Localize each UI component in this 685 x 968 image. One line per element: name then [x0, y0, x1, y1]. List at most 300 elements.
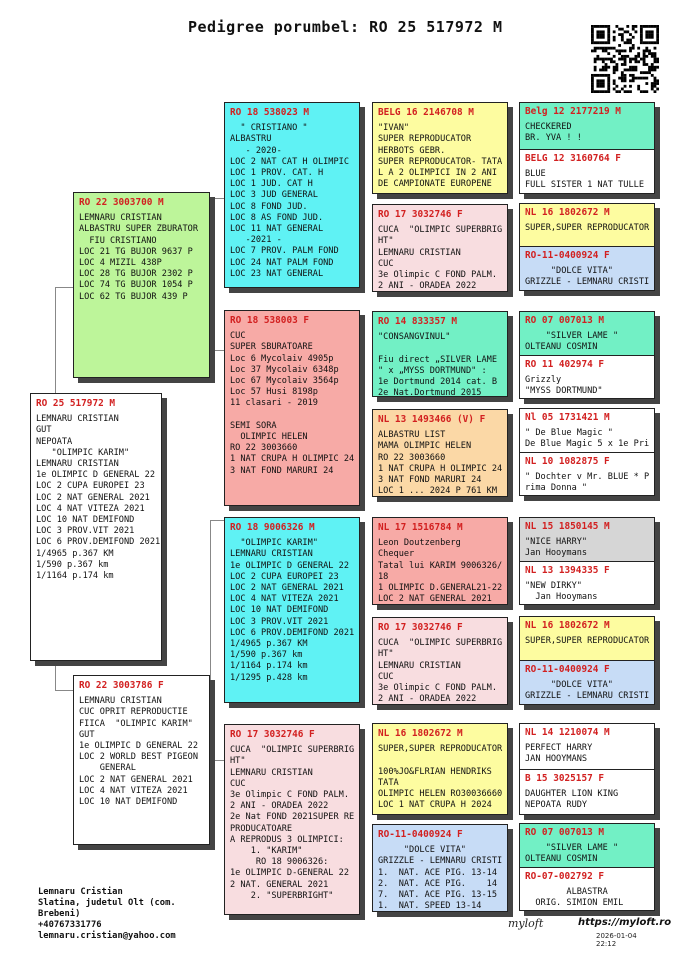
qr-module — [599, 90, 602, 93]
gen4-card-14[interactable] — [520, 769, 654, 815]
detail-line: LOC 3 PROV.VIT 2021 — [36, 526, 135, 537]
gen4-details-16 — [525, 887, 649, 909]
qr-module — [591, 88, 594, 91]
qr-module — [632, 28, 635, 31]
qr-module — [618, 49, 621, 52]
qr-module — [613, 47, 616, 50]
detail-line: 1/1295 p.428 km — [230, 672, 308, 683]
qr-module — [651, 33, 654, 36]
gen4-ring-7: Nl 05 1731421 M — [525, 412, 610, 423]
detail-line: 1e OLIMPIC D-GENERAL 22 — [230, 868, 349, 879]
qr-module — [599, 58, 602, 61]
detail-line: RO 18 9006326: — [230, 857, 329, 868]
detail-line: LOC 10 NAT DEMIFOND — [79, 797, 178, 808]
detail-line: 1. NAT. SPEED 13-14 — [378, 901, 482, 912]
detail-line: LOC 24 NAT PALM FOND — [230, 257, 334, 268]
qr-module — [610, 60, 613, 63]
qr-module — [615, 49, 618, 52]
gen4-card-7[interactable] — [520, 409, 654, 452]
qr-module — [596, 41, 599, 44]
detail-line: lemnaru.cristian@yahoo.com — [38, 931, 176, 941]
gen4-details-13 — [525, 743, 649, 765]
detail-line: CUC — [378, 258, 394, 269]
gen3-details-8 — [378, 845, 502, 912]
qr-module — [596, 74, 599, 77]
gen4-details-8 — [525, 472, 649, 494]
gen4-card-15[interactable] — [520, 824, 654, 867]
detail-line: LOC 3 PROV.VIT 2021 — [230, 616, 329, 627]
detail-line: LOC 21 TG BUJOR 9637 P — [79, 246, 193, 257]
qr-module — [645, 41, 648, 44]
detail-line: LOC 8 AS FOND JUD. — [230, 212, 324, 223]
qr-module — [629, 41, 632, 44]
qr-module — [602, 79, 605, 82]
qr-module — [624, 77, 627, 80]
qr-module — [648, 49, 651, 52]
qr-module — [621, 74, 624, 77]
dam-sire-ring: RO 18 9006326 M — [230, 522, 315, 533]
qr-module — [656, 82, 659, 85]
qr-module — [626, 90, 629, 93]
gen4-ring-2: BELG 12 3160764 F — [525, 153, 621, 164]
detail-line: LOC 1 PROV. CAT. H — [230, 168, 324, 179]
gen3-card-1[interactable] — [372, 102, 508, 194]
qr-module — [605, 49, 608, 52]
qr-module — [643, 63, 646, 66]
gen4-card-11[interactable] — [520, 617, 654, 660]
qr-module — [645, 77, 648, 80]
detail-line: HERBOTS GEBR. — [378, 145, 446, 156]
gen3-details-7 — [378, 744, 502, 811]
detail-line: OLTEANU COSMIN — [525, 342, 598, 353]
qr-module — [656, 39, 659, 42]
qr-module — [591, 41, 594, 44]
qr-module — [629, 90, 632, 93]
qr-module — [602, 74, 605, 77]
gen3-card-8[interactable] — [372, 824, 508, 912]
qr-module — [613, 66, 616, 69]
qr-module — [635, 55, 638, 58]
detail-line: " De Blue Magic " — [525, 428, 613, 439]
qr-module — [599, 69, 602, 72]
qr-module — [656, 30, 659, 33]
qr-module — [654, 82, 657, 85]
gen4-card-6[interactable] — [520, 355, 654, 399]
detail-line: "DOLCE VITA" — [525, 266, 613, 277]
qr-module — [591, 28, 594, 31]
detail-line: 1/1164 p.174 km — [36, 571, 114, 582]
gen4-card-5[interactable] — [520, 312, 654, 355]
qr-module — [618, 77, 621, 80]
qr-module — [599, 41, 602, 44]
detail-line: LOC 10 NAT DEMIFOND — [230, 605, 329, 616]
detail-line: +40767331776 — [38, 920, 102, 930]
qr-module — [643, 41, 646, 44]
detail-line: 1. "KARIM" — [230, 846, 303, 857]
detail-line: DAUGHTER LION KING — [525, 789, 619, 800]
qr-module — [615, 69, 618, 72]
qr-module — [648, 52, 651, 55]
qr-module — [607, 77, 610, 80]
qr-module — [643, 52, 646, 55]
qr-module — [599, 47, 602, 50]
detail-line: GUT — [79, 729, 95, 740]
qr-module — [621, 58, 624, 61]
qr-module — [640, 25, 643, 28]
gen4-card-10[interactable] — [520, 561, 654, 605]
brand-footer — [508, 915, 672, 948]
qr-module — [654, 69, 657, 72]
qr-module — [621, 79, 624, 82]
qr-module — [594, 74, 597, 77]
qr-module — [602, 25, 605, 28]
qr-module — [605, 63, 608, 66]
gen3-ring-6: RO 17 3032746 F — [378, 622, 463, 633]
detail-line: " x „MYSS DORTMUND" : — [378, 365, 487, 376]
gen4-pair-7 — [519, 723, 655, 815]
sire-sire-ring: RO 18 538023 M — [230, 107, 310, 118]
gen4-card-9[interactable] — [520, 518, 654, 561]
sire-details — [79, 213, 204, 303]
qr-module — [613, 30, 616, 33]
detail-line: RO 22 3003660 — [378, 452, 446, 463]
qr-module — [607, 33, 610, 36]
qr-module — [607, 28, 610, 31]
detail-line: GRIZZLE - LEMNARU CRISTI — [378, 856, 503, 867]
qr-module — [629, 74, 632, 77]
detail-line: Lemnaru Cristian — [38, 887, 123, 897]
detail-line: PRODUCATOARE — [230, 823, 293, 834]
qr-module — [629, 49, 632, 52]
gen4-ring-15: RO 07 007013 M — [525, 827, 605, 838]
qr-module — [594, 49, 597, 52]
sire-card[interactable] — [73, 192, 210, 378]
gen4-details-14 — [525, 789, 649, 811]
gen3-ring-4: NL 13 1493466 (V) F — [378, 414, 486, 425]
dam-ring: RO 22 3003786 F — [79, 680, 164, 691]
qr-module — [645, 82, 648, 85]
qr-module — [599, 36, 602, 39]
qr-module — [591, 82, 594, 85]
qr-module — [602, 85, 605, 88]
detail-line: CUCA "OLIMPIC SUPERBRIG — [378, 225, 503, 236]
detail-line: LOC 10 NAT DEMIFOND — [36, 515, 135, 526]
qr-module — [645, 71, 648, 74]
detail-line: 1e OLIMPIC D GENERAL 22 — [230, 560, 349, 571]
qr-module — [635, 77, 638, 80]
gen4-card-2[interactable] — [520, 149, 654, 194]
sire-dam-ring: RO 18 538003 F — [230, 315, 310, 326]
detail-line: CUCA "OLIMPIC SUPERBRIG — [230, 745, 355, 756]
gen3-card-3[interactable] — [372, 311, 508, 397]
gen3-ring-3: RO 14 833357 M — [378, 316, 458, 327]
qr-module — [637, 88, 640, 91]
detail-line: ALBASTRU — [230, 134, 272, 145]
qr-module — [594, 60, 597, 63]
qr-module — [607, 30, 610, 33]
detail-line: - 2020- — [230, 145, 282, 156]
detail-line: SUPER SBURATOARE — [230, 342, 313, 353]
detail-line: LOC 74 TG BUJOR 1054 P — [79, 280, 193, 291]
detail-line: Jan Hooymans — [525, 592, 598, 603]
detail-line: ALBASTRU SUPER ZBURATOR — [79, 224, 198, 235]
qr-module — [651, 41, 654, 44]
gen4-ring-12: RO-11-0400924 F — [525, 664, 610, 675]
myloft-logo: myloft — [508, 917, 544, 930]
detail-line: "DOLCE VITA" — [525, 680, 613, 691]
detail-line: CHECKERED — [525, 122, 572, 133]
detail-line: 1/1164 p.174 km — [230, 661, 308, 672]
qr-module — [624, 74, 627, 77]
qr-module — [624, 79, 627, 82]
detail-line: 18 — [378, 571, 389, 582]
qr-module — [651, 55, 654, 58]
qr-module — [640, 39, 643, 42]
qr-module — [635, 58, 638, 61]
detail-line: LOC 2 CUPA EUROPEI 23 — [36, 481, 145, 492]
detail-line: BLUE — [525, 169, 546, 180]
gen3-card-7[interactable] — [372, 723, 508, 815]
subject-card[interactable] — [30, 393, 162, 661]
detail-line: PERFECT HARRY — [525, 743, 593, 754]
gen4-card-13[interactable] — [520, 724, 654, 769]
detail-line: ALBASTRA — [525, 887, 608, 898]
detail-line: LEMNARU CRISTIAN — [36, 414, 119, 425]
detail-line: 3e Olimpic C FOND PALM. — [378, 683, 497, 694]
gen3-card-4[interactable] — [372, 409, 508, 497]
qr-module — [635, 25, 638, 28]
qr-module — [621, 63, 624, 66]
sire-dam-card[interactable] — [224, 310, 360, 506]
detail-line: NEPOATA — [36, 436, 73, 447]
gen3-details-6 — [378, 638, 502, 705]
qr-code — [591, 25, 659, 93]
qr-module — [596, 85, 599, 88]
qr-module — [643, 58, 646, 61]
detail-line: CUCA "OLIMPIC SUPERBRIG — [378, 638, 503, 649]
qr-module — [602, 49, 605, 52]
qr-module — [629, 47, 632, 50]
qr-module — [640, 30, 643, 33]
gen4-card-16[interactable] — [520, 867, 654, 911]
qr-module — [605, 47, 608, 50]
detail-line: "MYSS DORTMUND" — [525, 386, 603, 397]
detail-line: Loc 37 Mycolaiv 6348p — [230, 364, 339, 375]
detail-line: Fiu direct „SILVER LAME — [378, 354, 497, 365]
qr-module — [645, 30, 648, 33]
qr-module — [605, 66, 608, 69]
detail-line: Brebeni) — [38, 909, 81, 919]
qr-module — [599, 25, 602, 28]
gen4-card-4[interactable] — [520, 246, 654, 291]
qr-module — [648, 69, 651, 72]
dam-dam-card[interactable] — [224, 724, 360, 915]
brand-url[interactable]: https://myloft.ro — [578, 917, 672, 928]
gen4-card-8[interactable] — [520, 452, 654, 496]
qr-module — [613, 82, 616, 85]
qr-module — [621, 88, 624, 91]
qr-module — [596, 79, 599, 82]
qr-module — [648, 41, 651, 44]
dam-card[interactable] — [73, 675, 210, 845]
qr-module — [602, 36, 605, 39]
detail-line: 3e Olimpic C FOND PALM. — [230, 790, 349, 801]
detail-line: LOC 1 NAT CRUPA H 2024 — [378, 800, 492, 811]
qr-module — [599, 33, 602, 36]
qr-module — [632, 36, 635, 39]
detail-line: LOC 2 NAT CAT H OLIMPIC — [230, 156, 349, 167]
detail-line: HT" — [230, 756, 246, 767]
detail-line: HT" — [378, 236, 394, 247]
qr-module — [651, 25, 654, 28]
gen4-pair-3 — [519, 311, 655, 399]
qr-module — [624, 90, 627, 93]
qr-module — [632, 69, 635, 72]
qr-module — [591, 77, 594, 80]
detail-line: CUC — [230, 331, 246, 342]
detail-line: CUC OPRIT REPRODUCTIE — [79, 707, 188, 718]
qr-module — [648, 66, 651, 69]
detail-line: LOC 3 JUD GENERAL — [230, 190, 318, 201]
qr-module — [629, 39, 632, 42]
detail-line: 2 ANI - ORADEA 2022 — [230, 801, 329, 812]
qr-module — [629, 33, 632, 36]
detail-line: 1/4965 p.367 KM — [36, 548, 114, 559]
qr-module — [621, 33, 624, 36]
qr-module — [654, 85, 657, 88]
qr-module — [643, 55, 646, 58]
detail-line: CUC — [378, 671, 394, 682]
qr-module — [624, 30, 627, 33]
qr-module — [648, 71, 651, 74]
detail-line: 2. "SUPERBRIGHT" — [230, 890, 334, 901]
qr-module — [613, 60, 616, 63]
gen3-card-5[interactable] — [372, 517, 508, 605]
qr-module — [610, 58, 613, 61]
qr-module — [626, 41, 629, 44]
qr-module — [596, 47, 599, 50]
qr-module — [654, 52, 657, 55]
qr-module — [591, 30, 594, 33]
qr-module — [602, 30, 605, 33]
sire-sire-details — [230, 123, 354, 280]
qr-module — [621, 77, 624, 80]
qr-module — [594, 25, 597, 28]
detail-line: " Dochter v Mr. BLUE * P — [525, 472, 650, 483]
sire-ring: RO 22 3003700 M — [79, 197, 164, 208]
qr-module — [607, 82, 610, 85]
qr-module — [651, 74, 654, 77]
gen3-ring-8: RO-11-0400924 F — [378, 829, 463, 840]
qr-module — [654, 58, 657, 61]
page-title: Pedigree porumbel: RO 25 517972 M — [188, 18, 503, 36]
qr-module — [648, 30, 651, 33]
gen4-ring-13: NL 14 1210074 M — [525, 727, 610, 738]
gen4-card-12[interactable] — [520, 660, 654, 705]
qr-module — [618, 52, 621, 55]
qr-module — [651, 36, 654, 39]
qr-module — [594, 66, 597, 69]
gen3-ring-2: RO 17 3032746 F — [378, 209, 463, 220]
detail-line: 3 NAT FOND MARURI 24 — [378, 475, 482, 486]
qr-module — [605, 69, 608, 72]
detail-line: 7. NAT. ACE PIG. 13-15 — [378, 890, 497, 901]
detail-line: LEMNARU CRISTIAN — [36, 459, 119, 470]
detail-line: Loc 57 Husi 8198p — [230, 387, 318, 398]
qr-module — [610, 47, 613, 50]
qr-module — [640, 71, 643, 74]
qr-module — [607, 36, 610, 39]
gen4-ring-4: RO-11-0400924 F — [525, 250, 610, 261]
dam-sire-card[interactable] — [224, 517, 360, 703]
qr-module — [607, 41, 610, 44]
qr-module — [605, 25, 608, 28]
qr-module — [607, 39, 610, 42]
detail-line: " CRISTIANO " — [230, 123, 308, 134]
qr-module — [618, 28, 621, 31]
qr-module — [607, 88, 610, 91]
qr-module — [645, 49, 648, 52]
qr-module — [624, 41, 627, 44]
qr-module — [591, 36, 594, 39]
qr-module — [656, 33, 659, 36]
qr-module — [591, 74, 594, 77]
qr-module — [621, 28, 624, 31]
qr-module — [599, 30, 602, 33]
qr-module — [632, 66, 635, 69]
detail-line: FULL SISTER 1 NAT TULLE — [525, 180, 644, 191]
qr-module — [640, 36, 643, 39]
qr-module — [643, 77, 646, 80]
qr-module — [591, 85, 594, 88]
gen3-ring-7: NL 16 1802672 M — [378, 728, 463, 739]
qr-module — [648, 25, 651, 28]
qr-module — [651, 82, 654, 85]
gen4-card-1[interactable] — [520, 103, 654, 149]
qr-module — [621, 39, 624, 42]
qr-module — [654, 41, 657, 44]
detail-line: GENERAL — [79, 763, 136, 774]
detail-line: RO 22 3003660 — [230, 443, 298, 454]
qr-module — [629, 66, 632, 69]
subject-details — [36, 414, 161, 582]
gen4-card-3[interactable] — [520, 204, 654, 246]
qr-module — [607, 66, 610, 69]
qr-module — [618, 90, 621, 93]
gen3-card-2[interactable] — [372, 204, 508, 292]
sire-sire-card[interactable] — [224, 102, 360, 288]
detail-line: Chequer — [378, 549, 415, 560]
detail-line: SUPER REPRODUCATOR- TATA — [378, 156, 503, 167]
detail-line: LOC 2 WORLD BEST PIGEON — [79, 752, 198, 763]
gen4-ring-1: Belg 12 2177219 M — [525, 106, 621, 117]
qr-module — [591, 90, 594, 93]
qr-module — [621, 71, 624, 74]
detail-line: 2. NAT. ACE PIG. 14 — [378, 878, 497, 889]
detail-line: GRIZZLE - LEMNARU CRISTI — [525, 691, 650, 702]
qr-module — [656, 36, 659, 39]
detail-line: BR. YVA ! ! — [525, 133, 582, 144]
gen3-details-5 — [378, 538, 502, 605]
detail-line: 2 ANI - ORADEA 2022 — [378, 281, 477, 292]
qr-module — [591, 33, 594, 36]
detail-line: LOC 2 NAT GENERAL 2021 — [230, 583, 344, 594]
qr-module — [615, 66, 618, 69]
detail-line: TATA — [378, 777, 399, 788]
gen3-card-6[interactable] — [372, 617, 508, 705]
detail-line: Jan Hooymans — [525, 548, 588, 559]
detail-line: Grizzly — [525, 375, 562, 386]
